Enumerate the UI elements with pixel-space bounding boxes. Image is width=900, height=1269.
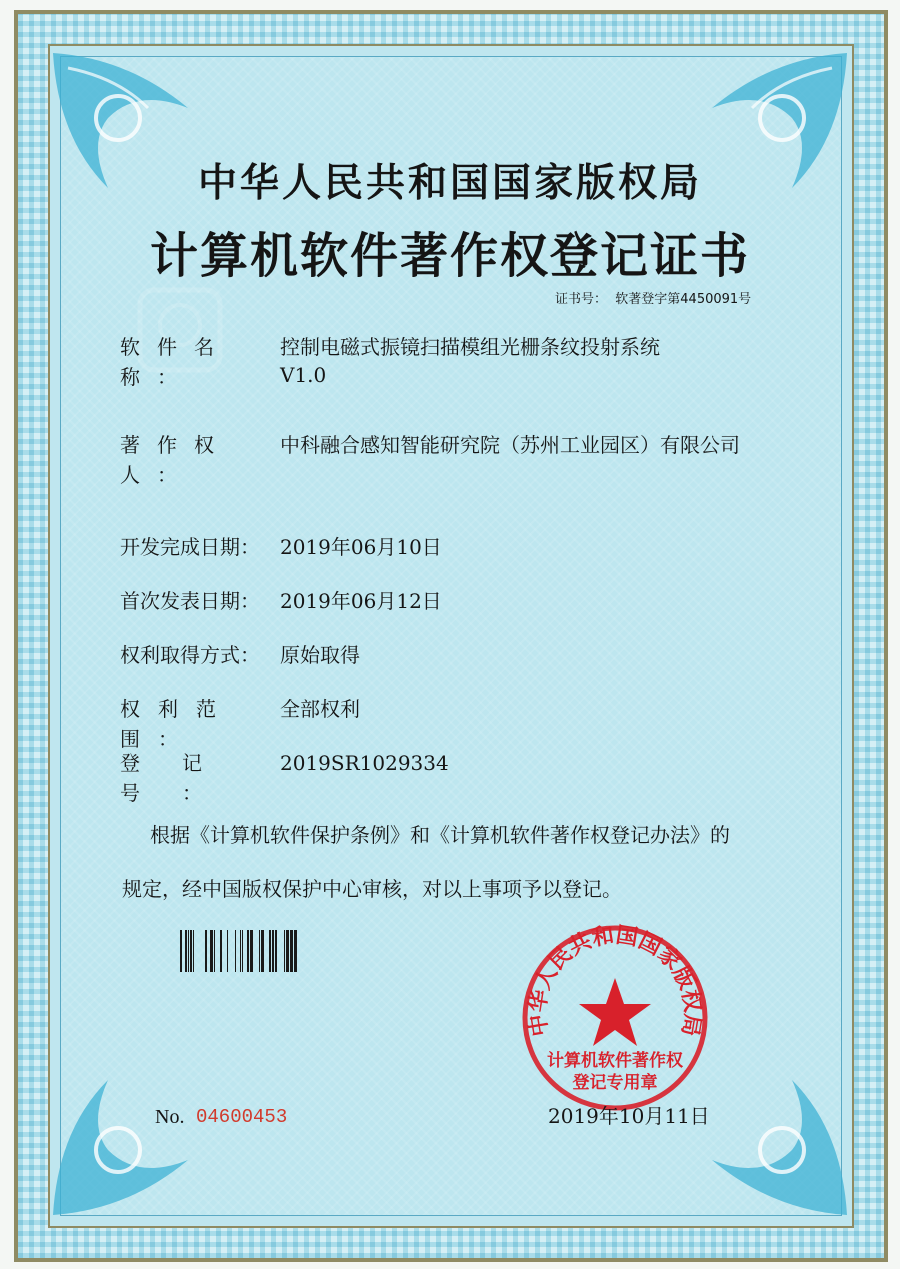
software-name-label: 软件名称： [120,335,231,389]
statement-text1: 根据《计算机软件保护条例》和《计算机软件著作权登记办法》的 [150,823,730,847]
seal-inner-line1: 计算机软件著作权 [547,1051,683,1071]
barcode [180,930,300,972]
registration-label: 登记号： [120,751,244,805]
statement-line1 [122,820,812,850]
issuing-authority: 中华人民共和国国家版权局 [197,161,702,206]
acquisition-value: 原始取得 [280,643,360,667]
certificate-title: 计算机软件著作权登记证书 [149,228,750,284]
software-name-value-line1: 控制电磁式振镜扫描模组光栅条纹投射系统 [280,335,660,359]
corner-ornament-bottom-right [702,1070,852,1220]
owner-value: 中科融合感知智能研究院（苏州工业园区）有限公司 [280,433,740,457]
official-seal [515,918,715,1118]
certificate-number-value: 软著登字第4450091号 [615,292,752,307]
seal-inner-line2: 登记专用章 [572,1073,658,1093]
serial-number: 04600453 [196,1106,288,1128]
scope-value: 全部权利 [280,697,360,721]
dev-date-value: 2019年06月10日 [280,535,442,559]
pub-date-value: 2019年06月12日 [280,589,442,613]
dev-date-label: 开发完成日期： [120,535,260,559]
scope-label: 权利范围： [120,697,234,751]
statement-line2: 规定，经中国版权保护中心审核，对以上事项予以登记。 [122,877,622,901]
certificate-number [555,288,751,307]
serial-label: No. [155,1106,185,1128]
pub-date-label: 首次发表日期： [120,589,260,613]
certificate-number-label: 证书号： [555,292,608,307]
owner-label: 著作权人： [120,433,231,487]
corner-ornament-bottom-left [48,1070,198,1220]
issue-date: 2019年10月11日 [548,1104,710,1128]
acquisition-label: 权利取得方式： [120,643,260,667]
seal-ring-text: 中华人民共和国国家版权局 [525,923,705,1038]
software-name-value-line2: V1.0 [280,363,327,387]
registration-value: 2019SR1029334 [280,751,449,775]
seal-star-icon [579,978,651,1046]
